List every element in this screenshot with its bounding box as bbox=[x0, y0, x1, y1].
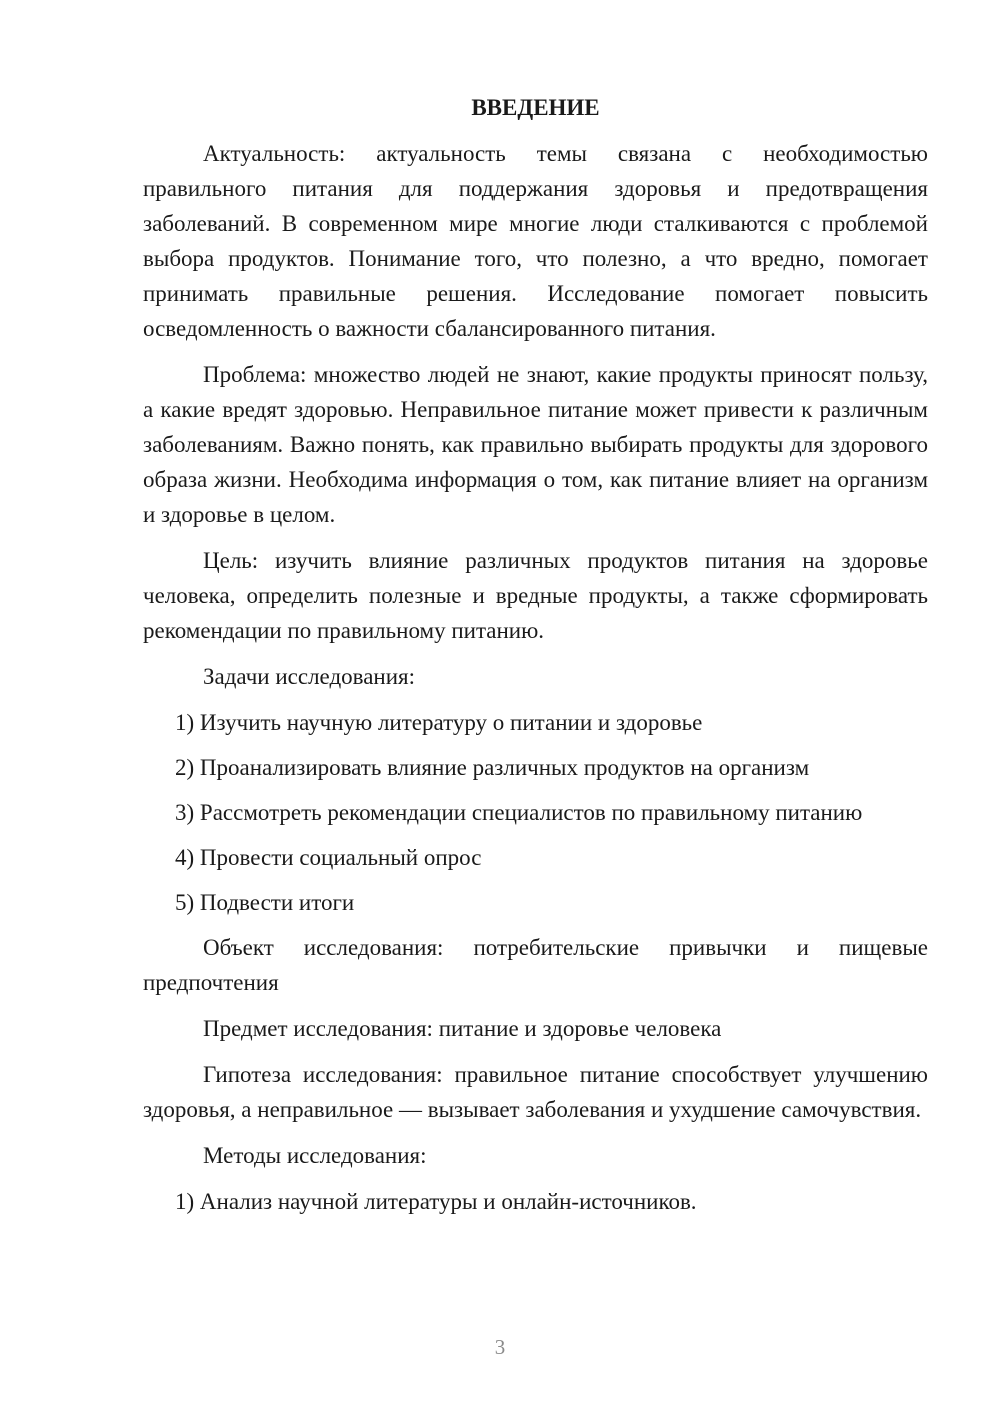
relevance-paragraph: Актуальность: актуальность темы связана с необходимостью правильного питания для поддержания здоровья и предотвращения заболеваний. В современном мире многие люди сталкиваются с проблемой выбора продуктов. Понимание того, что полезно, а что вредно, помогает принимать правильные решения. Исследование помогает повысить осведомленность о важности сбалансированного питания. bbox=[143, 141, 928, 341]
subject-paragraph: Предмет исследования: питание и здоровье человека bbox=[203, 1016, 722, 1041]
list-item: 3) Рассмотреть рекомендации специалистов по правильному питанию bbox=[175, 800, 863, 825]
methods-list bbox=[143, 1184, 928, 1219]
list-item: 1) Анализ научной литературы и онлайн-источников. bbox=[175, 1189, 697, 1214]
goal-paragraph: Цель: изучить влияние различных продуктов питания на здоровье человека, определить полезные и вредные продукты, а также сформировать рекомендации по правильному питанию. bbox=[143, 548, 928, 643]
tasks-list bbox=[143, 705, 928, 920]
section-title: ВВЕДЕНИЕ bbox=[471, 95, 600, 120]
page-number: 3 bbox=[494, 1335, 506, 1359]
object-paragraph: Объект исследования: потребительские привычки и пищевые предпочтения bbox=[143, 935, 928, 995]
list-item: 4) Провести социальный опрос bbox=[175, 845, 482, 870]
problem-paragraph: Проблема: множество людей не знают, какие продукты приносят пользу, а какие вредят здоровью. Неправильное питание может привести к различным заболеваниям. Важно понять, как правильно выбирать продукты для здорового образа жизни. Необходима информация о том, как питание влияет на организм и здоровье в целом. bbox=[143, 362, 928, 527]
methods-heading: Методы исследования: bbox=[203, 1143, 427, 1168]
list-item: 1) Изучить научную литературу о питании и здоровье bbox=[175, 710, 703, 735]
list-item: 2) Проанализировать влияние различных продуктов на организм bbox=[175, 755, 810, 780]
list-item: 5) Подвести итоги bbox=[175, 890, 355, 915]
tasks-heading: Задачи исследования: bbox=[203, 664, 416, 689]
hypothesis-paragraph: Гипотеза исследования: правильное питание способствует улучшению здоровья, а неправильное — вызывает заболевания и ухудшение самочувствия. bbox=[143, 1062, 928, 1122]
document-page bbox=[143, 90, 928, 1229]
